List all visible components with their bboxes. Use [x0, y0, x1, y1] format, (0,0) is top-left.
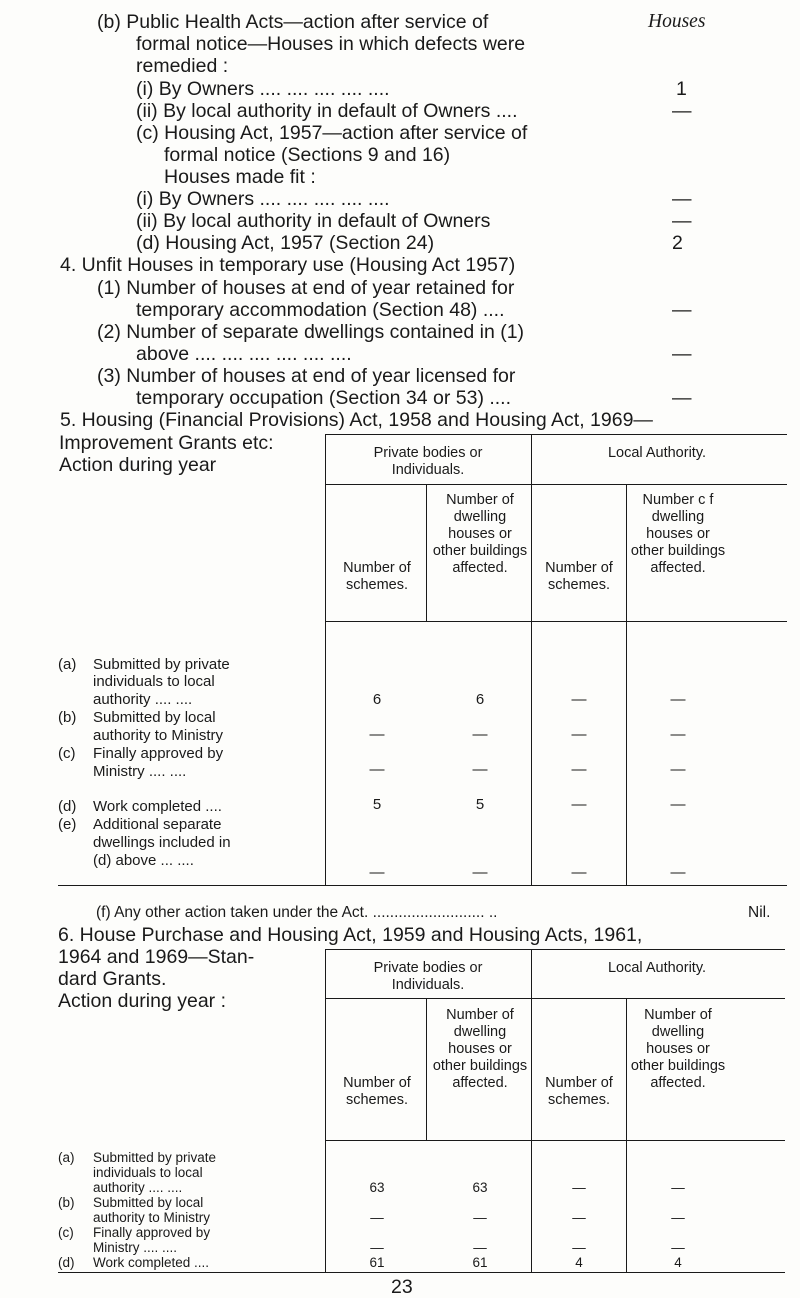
table-6-top-rule — [325, 949, 785, 950]
table-5-divider-3 — [626, 484, 627, 885]
table-6-group-rule — [325, 998, 785, 999]
section-c-line-2: formal notice (Sections 9 and 16) — [164, 144, 451, 166]
table-5-row-e-private-schemes: — — [369, 864, 385, 881]
section-4-item-2-value: — — [672, 343, 692, 365]
table-6-row-a-label-2: individuals to local — [93, 1165, 203, 1180]
table-5-row-a-label-2: individuals to local — [93, 673, 215, 690]
table-5-row-a-private-dwellings: 6 — [475, 691, 485, 708]
section-5-title: 5. Housing (Financial Provisions) Act, 1958 and Housing Act, 1969— — [60, 409, 653, 431]
section-b-line-1: (b) Public Health Acts—action after service of — [97, 11, 489, 33]
table-6-row-c-private-schemes: — — [370, 1240, 384, 1255]
table-5-row-e-label-2: dwellings included in — [93, 834, 231, 851]
section-6-left-line-1: 1964 and 1969—Stan- — [58, 946, 255, 968]
table-5-row-d-private-dwellings: 5 — [475, 796, 485, 813]
table-6-row-b-label-2: authority to Ministry — [93, 1210, 211, 1225]
section-4-item-2-line-2: above .... .... .... .... .... .... — [136, 343, 352, 365]
table-5-row-e-private-dwellings: — — [472, 864, 488, 881]
table-6-row-d-label: (d) Work completed .... — [58, 1255, 210, 1270]
section-c-item-2-value: — — [672, 210, 692, 232]
table-6-row-a-label: (a) Submitted by private — [58, 1150, 217, 1165]
table-5-left-border — [325, 434, 326, 885]
section-c-item-2: (ii) By local authority in default of Owners — [136, 210, 491, 232]
table-6-header-rule — [325, 1140, 785, 1141]
section-d-value: 2 — [672, 232, 683, 254]
table-5-row-b-local-schemes: — — [571, 726, 587, 743]
table-5-row-c-local-dwellings: — — [670, 761, 686, 778]
table-5-row-a-label: (a) Submitted by private — [58, 656, 230, 673]
section-c-item-1: (i) By Owners .... .... .... .... .... — [136, 188, 390, 210]
table-5-row-d-local-schemes: — — [571, 796, 587, 813]
table-5-row-a-local-dwellings: — — [670, 691, 686, 708]
table-5-group-local: Local Authority. — [607, 445, 707, 461]
table-6-col-private-dwellings: Number of dwelling houses or other buildings affected. — [432, 1007, 528, 1091]
table-5-group-private: Private bodies or Individuals. — [373, 445, 483, 478]
table-5-row-a-private-schemes: 6 — [372, 691, 382, 708]
table-5-row-e-local-dwellings: — — [670, 864, 686, 881]
table-5-col-private-dwellings: Number of dwelling houses or other buildings affected. — [432, 492, 528, 576]
table-6-row-a-local-dwellings: — — [671, 1180, 685, 1195]
table-6-row-a-local-schemes: — — [572, 1180, 586, 1195]
table-6-group-private: Private bodies or Individuals. — [373, 960, 483, 993]
section-b-line-3: remedied : — [136, 55, 229, 77]
section-4-item-1-line-1: (1) Number of houses at end of year retained for — [97, 277, 515, 299]
table-6-row-d-local-dwellings: 4 — [674, 1255, 682, 1270]
section-4-item-1-line-2: temporary accommodation (Section 48) .... — [136, 299, 505, 321]
table-6-row-c-label-2: Ministry .... .... — [93, 1240, 178, 1255]
table-5-top-rule — [325, 434, 787, 435]
section-b-item-1-value: 1 — [676, 78, 687, 100]
table-5-row-a-local-schemes: — — [571, 691, 587, 708]
section-6-left-line-2: dard Grants. — [58, 968, 167, 990]
table-5-row-c-local-schemes: — — [571, 761, 587, 778]
table-5-row-e-local-schemes: — — [571, 864, 587, 881]
table-5-divider-1 — [426, 484, 427, 621]
section-4-item-3-value: — — [672, 387, 692, 409]
table-6-row-c-label: (c) Finally approved by — [58, 1225, 211, 1240]
table-5-col-local-schemes: Number of schemes. — [545, 560, 613, 593]
table-5-row-d-local-dwellings: — — [670, 796, 686, 813]
table-5-row-c-label: (c) Finally approved by — [58, 745, 224, 762]
section-6-title: 6. House Purchase and Housing Act, 1959 and Housing Acts, 1961, — [58, 924, 643, 946]
table-5-header-rule — [325, 621, 787, 622]
section-c-line-3: Houses made fit : — [164, 166, 316, 188]
section-5-other-action-value: Nil. — [748, 904, 771, 921]
section-b-line-2: formal notice—Houses in which defects were — [136, 33, 526, 55]
section-6-left-line-3: Action during year : — [58, 990, 227, 1012]
table-5-row-b-private-dwellings: — — [472, 726, 488, 743]
table-6-row-a-private-schemes: 63 — [369, 1180, 385, 1195]
table-6-left-border — [325, 949, 326, 1272]
table-6-group-local: Local Authority. — [607, 960, 707, 976]
table-5-row-d-private-schemes: 5 — [372, 796, 382, 813]
table-6-row-b-local-schemes: — — [572, 1210, 586, 1225]
table-6-row-a-private-dwellings: 63 — [472, 1180, 488, 1195]
section-5-left-line-2: Action during year — [59, 454, 217, 476]
table-6-row-b-label: (b) Submitted by local — [58, 1195, 204, 1210]
table-6-row-b-private-dwellings: — — [473, 1210, 487, 1225]
table-5-row-c-label-2: Ministry .... .... — [93, 763, 187, 780]
houses-column-header: Houses — [648, 11, 706, 32]
table-6-col-local-dwellings: Number of dwelling houses or other buildings affected. — [630, 1007, 726, 1091]
table-5-row-c-private-dwellings: — — [472, 761, 488, 778]
table-6-row-d-private-schemes: 61 — [369, 1255, 385, 1270]
section-b-item-2: (ii) By local authority in default of Owners .... — [136, 100, 518, 122]
section-5-left-line-1: Improvement Grants etc: — [59, 432, 274, 454]
table-5-row-d-label: (d) Work completed .... — [58, 798, 222, 815]
table-5-divider-2 — [531, 434, 532, 885]
table-5-col-local-dwellings: Number c f dwelling houses or other buildings affected. — [630, 492, 726, 576]
table-6-row-c-local-schemes: — — [572, 1240, 586, 1255]
table-5-row-b-private-schemes: — — [369, 726, 385, 743]
table-6-col-private-schemes: Number of schemes. — [343, 1075, 411, 1108]
section-d-line: (d) Housing Act, 1957 (Section 24) — [136, 232, 435, 254]
table-6-row-d-private-dwellings: 61 — [472, 1255, 488, 1270]
table-6-divider-2 — [531, 949, 532, 1272]
section-c-item-1-value: — — [672, 188, 692, 210]
table-5-row-e-label: (e) Additional separate — [58, 816, 222, 833]
section-b-item-2-value: — — [672, 100, 692, 122]
table-6-row-a-label-3: authority .... .... — [93, 1180, 183, 1195]
table-5-row-b-label-2: authority to Ministry — [93, 727, 224, 744]
section-4-item-3-line-1: (3) Number of houses at end of year licensed for — [97, 365, 516, 387]
table-6-bottom-rule — [58, 1272, 785, 1273]
table-6-divider-3 — [626, 998, 627, 1272]
table-6-row-c-local-dwellings: — — [671, 1240, 685, 1255]
table-5-col-private-schemes: Number of schemes. — [343, 560, 411, 593]
table-6-row-c-private-dwellings: — — [473, 1240, 487, 1255]
table-5-group-rule — [325, 484, 787, 485]
table-5-row-a-label-3: authority .... .... — [93, 691, 193, 708]
table-6-col-local-schemes: Number of schemes. — [545, 1075, 613, 1108]
section-c-line-1: (c) Housing Act, 1957—action after service of — [136, 122, 528, 144]
section-5-other-action: (f) Any other action taken under the Act. .......................... .. — [96, 904, 498, 921]
table-6-row-b-local-dwellings: — — [671, 1210, 685, 1225]
table-6-row-d-local-schemes: 4 — [575, 1255, 583, 1270]
section-4-title: 4. Unfit Houses in temporary use (Housing Act 1957) — [60, 254, 516, 276]
table-6-divider-1 — [426, 998, 427, 1140]
table-5-row-b-local-dwellings: — — [670, 726, 686, 743]
section-b-item-1: (i) By Owners .... .... .... .... .... — [136, 78, 390, 100]
table-5-row-c-private-schemes: — — [369, 761, 385, 778]
table-5-bottom-rule — [58, 885, 787, 886]
table-6-row-b-private-schemes: — — [370, 1210, 384, 1225]
table-5-row-e-label-3: (d) above ... .... — [93, 852, 194, 869]
section-4-item-1-value: — — [672, 299, 692, 321]
section-4-item-2-line-1: (2) Number of separate dwellings contained in (1) — [97, 321, 525, 343]
section-4-item-3-line-2: temporary occupation (Section 34 or 53) .... — [136, 387, 512, 409]
page-number: 23 — [391, 1276, 413, 1298]
table-5-row-b-label: (b) Submitted by local — [58, 709, 216, 726]
